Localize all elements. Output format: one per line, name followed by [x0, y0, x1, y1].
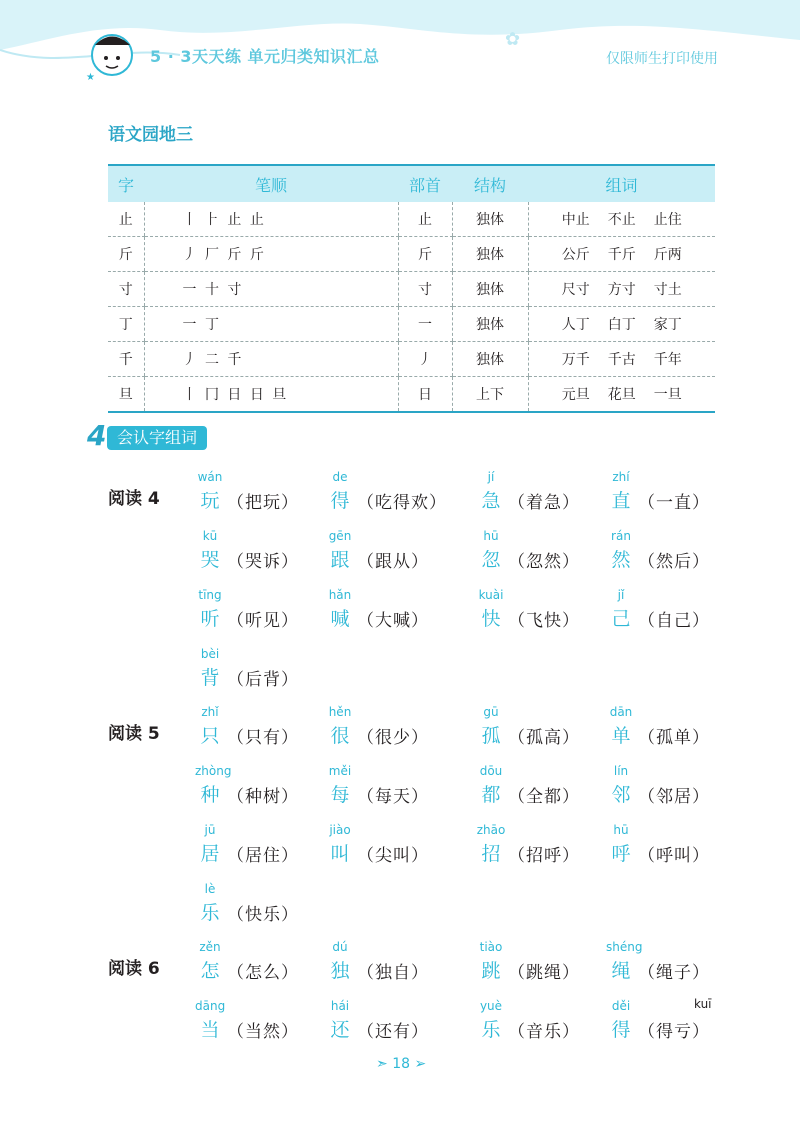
row-stroke-order: 一 十 寸	[144, 272, 398, 307]
row-stroke-order: 丨 冂 日 日 旦	[144, 377, 398, 413]
row-structure: 独体	[452, 272, 528, 307]
character: 背	[200, 667, 220, 689]
right-arrow-icon: ➢	[414, 1056, 427, 1072]
example-word: （每天）	[357, 787, 429, 807]
reading-group-label: 阅读 5	[108, 724, 160, 744]
col-header-order: 笔顺	[144, 165, 398, 202]
word: 千古	[607, 352, 636, 368]
vocab-item	[606, 705, 746, 755]
row-words	[528, 237, 715, 272]
row-structure: 独体	[452, 237, 528, 272]
row-radical: 止	[398, 202, 452, 237]
row-structure: 独体	[452, 202, 528, 237]
pinyin: de	[332, 470, 348, 484]
row-structure: 上下	[452, 377, 528, 413]
pinyin: dān	[609, 705, 633, 719]
word: 花旦	[607, 387, 636, 403]
reading-group-label: 阅读 6	[108, 959, 160, 979]
col-header-char: 字	[108, 165, 144, 202]
example-word: （跟从）	[357, 552, 429, 572]
pinyin: shéng	[606, 940, 643, 954]
section-title: 语文园地三	[108, 125, 193, 145]
vocab-item	[476, 529, 616, 579]
row-words	[528, 377, 715, 413]
character: 己	[611, 608, 631, 630]
word: 不止	[607, 212, 636, 228]
row-char: 丁	[108, 307, 144, 342]
table-row	[108, 307, 715, 342]
pinyin: bèi	[200, 647, 220, 661]
left-arrow-icon: ➣	[376, 1056, 388, 1072]
vocab-item	[195, 470, 335, 520]
example-word: （呼叫）	[638, 846, 710, 866]
vocab-item	[606, 470, 746, 520]
vocab-item	[476, 470, 616, 520]
vocab-item	[476, 940, 616, 990]
example-word: （孤单）	[638, 728, 710, 748]
reading-group-label: 阅读 4	[108, 489, 160, 509]
character: 跳	[481, 960, 501, 982]
col-header-radical: 部首	[398, 165, 452, 202]
row-stroke-order: 丨 ⺊ 止 止	[144, 202, 398, 237]
pinyin: jiào	[329, 823, 351, 837]
table-row	[108, 202, 715, 237]
word: 公斤	[561, 247, 590, 263]
example-word: （全都）	[508, 787, 580, 807]
row-radical: 一	[398, 307, 452, 342]
example-word: （邻居）	[638, 787, 710, 807]
row-stroke-order: 丿 二 千	[144, 342, 398, 377]
vocab-item	[606, 823, 746, 873]
vocab-item	[476, 999, 616, 1049]
pinyin: kū	[202, 529, 218, 543]
svg-text:✿: ✿	[505, 29, 521, 50]
row-stroke-order: 一 丁	[144, 307, 398, 342]
example-word: （飞快）	[508, 611, 580, 631]
pinyin: yuè	[479, 999, 503, 1013]
vocab-item	[195, 940, 335, 990]
row-char: 旦	[108, 377, 144, 413]
vocab-item	[325, 588, 465, 638]
vocab-item	[195, 588, 335, 638]
vocab-item	[325, 999, 465, 1049]
example-word: （后背）	[227, 670, 299, 690]
vocab-item	[476, 823, 616, 873]
character: 乐	[200, 902, 220, 924]
vocab-item	[476, 705, 616, 755]
pinyin: zhòng	[195, 764, 232, 778]
pinyin: kuài	[478, 588, 504, 602]
header-title: 5 · 3天天练 单元归类知识汇总	[150, 47, 380, 66]
vocab-item	[476, 588, 616, 638]
pinyin: dōu	[479, 764, 503, 778]
character: 然	[611, 549, 631, 571]
row-words	[528, 342, 715, 377]
character: 喊	[330, 608, 350, 630]
page-number	[376, 1056, 426, 1072]
pinyin: tiào	[479, 940, 503, 954]
svg-text:★: ★	[86, 72, 95, 83]
example-word: （跳绳）	[508, 963, 580, 983]
word: 千斤	[607, 247, 636, 263]
character: 居	[200, 843, 220, 865]
example-word: （得亏）	[638, 1022, 710, 1042]
pinyin: rán	[611, 529, 631, 543]
header-usage-note: 仅限师生打印使用	[606, 51, 718, 67]
page-number-value: 18	[392, 1056, 411, 1072]
word: 万千	[561, 352, 590, 368]
vocab-item	[606, 999, 746, 1049]
character: 呼	[611, 843, 631, 865]
vocab-item	[325, 940, 465, 990]
vocab-item	[195, 823, 335, 873]
example-word: （独自）	[357, 963, 429, 983]
vocab-item	[325, 823, 465, 873]
word: 元旦	[561, 387, 590, 403]
table-row	[108, 377, 715, 413]
character: 跟	[330, 549, 350, 571]
example-word: （自己）	[638, 611, 710, 631]
word: 一旦	[653, 387, 682, 403]
character: 都	[481, 784, 501, 806]
table-row	[108, 342, 715, 377]
example-word: （种树）	[227, 787, 299, 807]
word: 家丁	[653, 317, 682, 333]
vocab-item	[325, 705, 465, 755]
word: 人丁	[561, 317, 590, 333]
row-words	[528, 202, 715, 237]
row-char: 止	[108, 202, 144, 237]
row-radical: 丿	[398, 342, 452, 377]
example-word: （很少）	[357, 728, 429, 748]
example-word: （只有）	[227, 728, 299, 748]
pinyin: hū	[613, 823, 629, 837]
example-word: （孤高）	[508, 728, 580, 748]
character: 听	[200, 608, 220, 630]
example-word: （居住）	[227, 846, 299, 866]
row-words	[528, 272, 715, 307]
vocab-item	[195, 705, 335, 755]
example-word: （然后）	[638, 552, 710, 572]
word: 中止	[561, 212, 590, 228]
character: 忽	[481, 549, 501, 571]
row-char: 斤	[108, 237, 144, 272]
row-char: 寸	[108, 272, 144, 307]
pinyin: zhāo	[476, 823, 506, 837]
pinyin: zěn	[199, 940, 221, 954]
pinyin: hū	[483, 529, 499, 543]
vocab-item	[195, 999, 335, 1049]
word: 白丁	[607, 317, 636, 333]
character: 当	[200, 1019, 220, 1041]
character: 急	[481, 490, 501, 512]
pinyin: tīng	[198, 588, 222, 602]
vocab-item	[476, 764, 616, 814]
character: 快	[481, 608, 501, 630]
character: 孤	[481, 725, 501, 747]
vocab-item	[195, 529, 335, 579]
word: 寸土	[653, 282, 682, 298]
pinyin: zhí	[612, 470, 630, 484]
vocab-item	[325, 529, 465, 579]
example-word: （大喊）	[357, 611, 429, 631]
pinyin: zhǐ	[201, 705, 219, 719]
pinyin: lín	[613, 764, 629, 778]
pinyin: hái	[330, 999, 350, 1013]
example-word: （怎么）	[227, 963, 299, 983]
character: 直	[611, 490, 631, 512]
example-word: （音乐）	[508, 1022, 580, 1042]
vocab-item	[606, 529, 746, 579]
character: 得	[330, 490, 350, 512]
vocab-item	[606, 588, 746, 638]
example-word: （招呼）	[508, 846, 580, 866]
character: 独	[330, 960, 350, 982]
row-radical: 斤	[398, 237, 452, 272]
example-word: （哭诉）	[227, 552, 299, 572]
character: 还	[330, 1019, 350, 1041]
pinyin: jū	[204, 823, 216, 837]
vocab-item	[325, 764, 465, 814]
section-label: 会认字组词	[107, 426, 207, 450]
word: 方寸	[607, 282, 636, 298]
pinyin: děi	[611, 999, 631, 1013]
character: 怎	[200, 960, 220, 982]
character: 玩	[200, 490, 220, 512]
example-word: （忽然）	[508, 552, 580, 572]
row-radical: 日	[398, 377, 452, 413]
row-structure: 独体	[452, 307, 528, 342]
pinyin: dāng	[195, 999, 226, 1013]
word: 千年	[653, 352, 682, 368]
pinyin: měi	[328, 764, 352, 778]
example-word: （着急）	[508, 493, 580, 513]
character: 种	[200, 784, 220, 806]
pinyin: hěn	[328, 705, 352, 719]
example-word: （绳子）	[638, 963, 710, 983]
pinyin: wán	[197, 470, 223, 484]
character: 只	[200, 725, 220, 747]
table-row	[108, 237, 715, 272]
row-radical: 寸	[398, 272, 452, 307]
vocab-item	[195, 764, 335, 814]
pinyin: lè	[204, 882, 216, 896]
character: 得	[611, 1019, 631, 1041]
vocab-item	[325, 470, 465, 520]
character: 很	[330, 725, 350, 747]
col-header-words: 组词	[528, 165, 715, 202]
character: 叫	[330, 843, 350, 865]
example-word: （吃得欢）	[357, 493, 447, 513]
example-word: （一直）	[638, 493, 710, 513]
example-word: （听见）	[227, 611, 299, 631]
pinyin: jǐ	[617, 588, 625, 602]
word: 尺寸	[561, 282, 590, 298]
pinyin: gēn	[328, 529, 352, 543]
character: 单	[611, 725, 631, 747]
character: 绳	[611, 960, 631, 982]
col-header-structure: 结构	[452, 165, 528, 202]
word: 斤两	[653, 247, 682, 263]
vocab-item	[606, 764, 746, 814]
example-word: （还有）	[357, 1022, 429, 1042]
row-words	[528, 307, 715, 342]
pinyin: gū	[483, 705, 499, 719]
pinyin: hǎn	[328, 588, 352, 602]
example-word: （把玩）	[227, 493, 299, 513]
pinyin: jí	[487, 470, 495, 484]
example-word: （当然）	[227, 1022, 299, 1042]
row-structure: 独体	[452, 342, 528, 377]
pinyin: dú	[332, 940, 348, 954]
character: 邻	[611, 784, 631, 806]
row-char: 千	[108, 342, 144, 377]
vocab-item	[195, 647, 335, 697]
pinyin-annotation: kuī	[694, 997, 712, 1011]
example-word: （尖叫）	[357, 846, 429, 866]
vocab-item	[195, 882, 335, 932]
vocab-item	[606, 940, 746, 990]
example-word: （快乐）	[227, 905, 299, 925]
stroke-order-table	[108, 164, 715, 413]
character: 哭	[200, 549, 220, 571]
table-header-row	[108, 165, 715, 202]
word: 止住	[653, 212, 682, 228]
table-row	[108, 272, 715, 307]
character: 乐	[481, 1019, 501, 1041]
character: 招	[481, 843, 501, 865]
page-header	[0, 0, 800, 100]
character: 每	[330, 784, 350, 806]
row-stroke-order: 丿 厂 斤 斤	[144, 237, 398, 272]
section-number: 4	[87, 419, 107, 452]
